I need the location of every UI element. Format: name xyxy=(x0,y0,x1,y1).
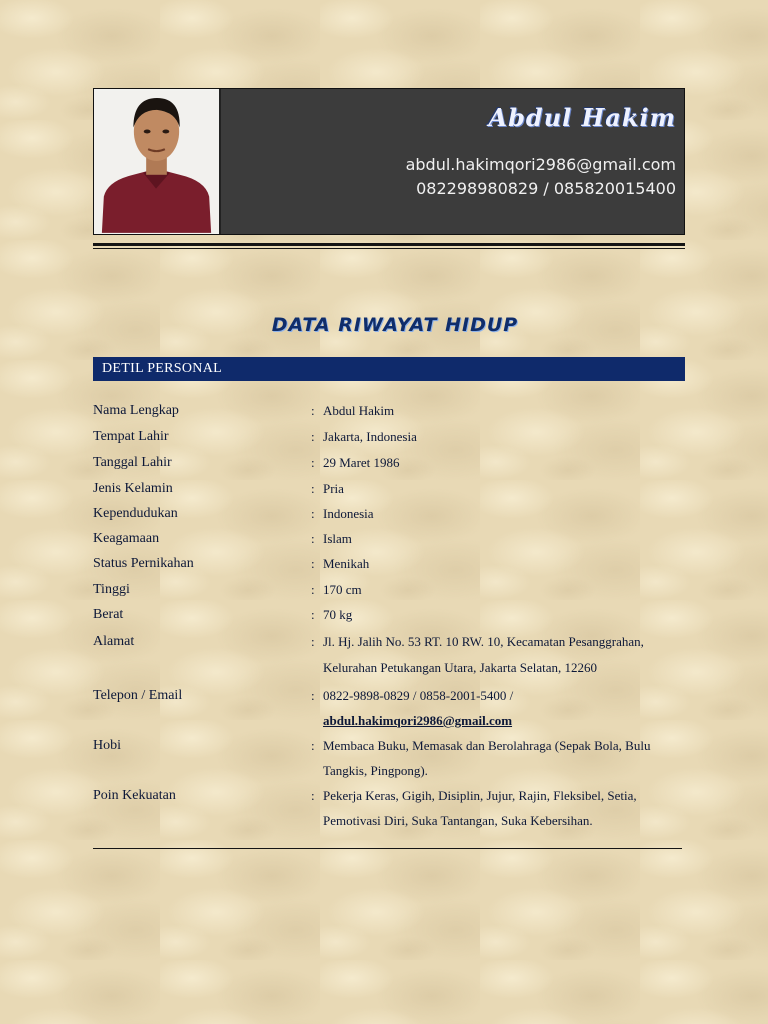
email-link[interactable]: abdul.hakimqori2986@gmail.com xyxy=(323,713,513,728)
label-tempat-lahir: Tempat Lahir xyxy=(93,429,169,444)
value-poin-kekuatan-line2: Pemotivasi Diri, Suka Tantangan, Suka Kebersihan. xyxy=(323,813,593,828)
label-telepon-email: Telepon / Email xyxy=(93,688,183,703)
separator: : xyxy=(311,506,315,521)
separator: : xyxy=(311,688,315,703)
cv-header xyxy=(93,88,685,235)
header-divider-thin xyxy=(93,248,685,249)
label-berat: Berat xyxy=(93,607,124,622)
value-alamat: Jl. Hj. Jalih No. 53 RT. 10 RW. 10, Kecamatan Pesanggrahan, xyxy=(323,634,644,649)
label-jenis-kelamin: Jenis Kelamin xyxy=(93,481,173,496)
separator: : xyxy=(311,634,315,649)
separator: : xyxy=(311,481,315,496)
value-alamat-line2: Kelurahan Petukangan Utara, Jakarta Selatan, 12260 xyxy=(323,660,597,675)
separator: : xyxy=(311,531,315,546)
separator: : xyxy=(311,607,315,622)
value-nama-lengkap: Abdul Hakim xyxy=(323,403,395,418)
profile-photo xyxy=(94,89,221,234)
section-header-personal xyxy=(93,357,685,381)
label-poin-kekuatan: Poin Kekuatan xyxy=(93,788,176,803)
document-title: DATA RIWAYAT HIDUP xyxy=(271,314,519,336)
value-hobi-line2: Tangkis, Pingpong). xyxy=(323,763,428,778)
separator: : xyxy=(311,429,315,444)
header-email[interactable]: abdul.hakimqori2986@gmail.com xyxy=(405,155,676,174)
header-phone: 082298980829 / 085820015400 xyxy=(416,179,676,198)
separator: : xyxy=(311,556,315,571)
label-kependudukan: Kependudukan xyxy=(93,506,178,521)
separator: : xyxy=(311,738,315,753)
value-telepon: 0822-9898-0829 / 0858-2001-5400 / xyxy=(323,688,514,703)
value-hobi: Membaca Buku, Memasak dan Berolahraga (Sepak Bola, Bulu xyxy=(323,738,651,753)
header-divider-thick xyxy=(93,243,685,246)
value-berat: 70 kg xyxy=(323,607,353,622)
value-kependudukan: Indonesia xyxy=(323,506,374,521)
separator: : xyxy=(311,788,315,803)
value-poin-kekuatan: Pekerja Keras, Gigih, Disiplin, Jujur, Rajin, Fleksibel, Setia, xyxy=(323,788,637,803)
separator: : xyxy=(311,403,315,418)
label-alamat: Alamat xyxy=(93,634,135,649)
header-name: Abdul Hakim xyxy=(488,103,676,132)
section-title: DETIL PERSONAL xyxy=(102,361,222,376)
label-nama-lengkap: Nama Lengkap xyxy=(93,403,179,418)
value-status-pernikahan: Menikah xyxy=(323,556,370,571)
label-keagamaan: Keagamaan xyxy=(93,531,160,546)
value-tinggi: 170 cm xyxy=(323,582,362,597)
label-tanggal-lahir: Tanggal Lahir xyxy=(93,455,172,470)
person-photo-icon xyxy=(94,89,219,234)
value-tempat-lahir: Jakarta, Indonesia xyxy=(323,429,417,444)
label-hobi: Hobi xyxy=(93,738,121,753)
section-end-divider xyxy=(93,848,682,849)
value-tanggal-lahir: 29 Maret 1986 xyxy=(323,455,400,470)
label-status-pernikahan: Status Pernikahan xyxy=(93,556,194,571)
value-keagamaan: Islam xyxy=(323,531,352,546)
separator: : xyxy=(311,455,315,470)
label-tinggi: Tinggi xyxy=(93,582,130,597)
value-jenis-kelamin: Pria xyxy=(323,481,344,496)
separator: : xyxy=(311,582,315,597)
